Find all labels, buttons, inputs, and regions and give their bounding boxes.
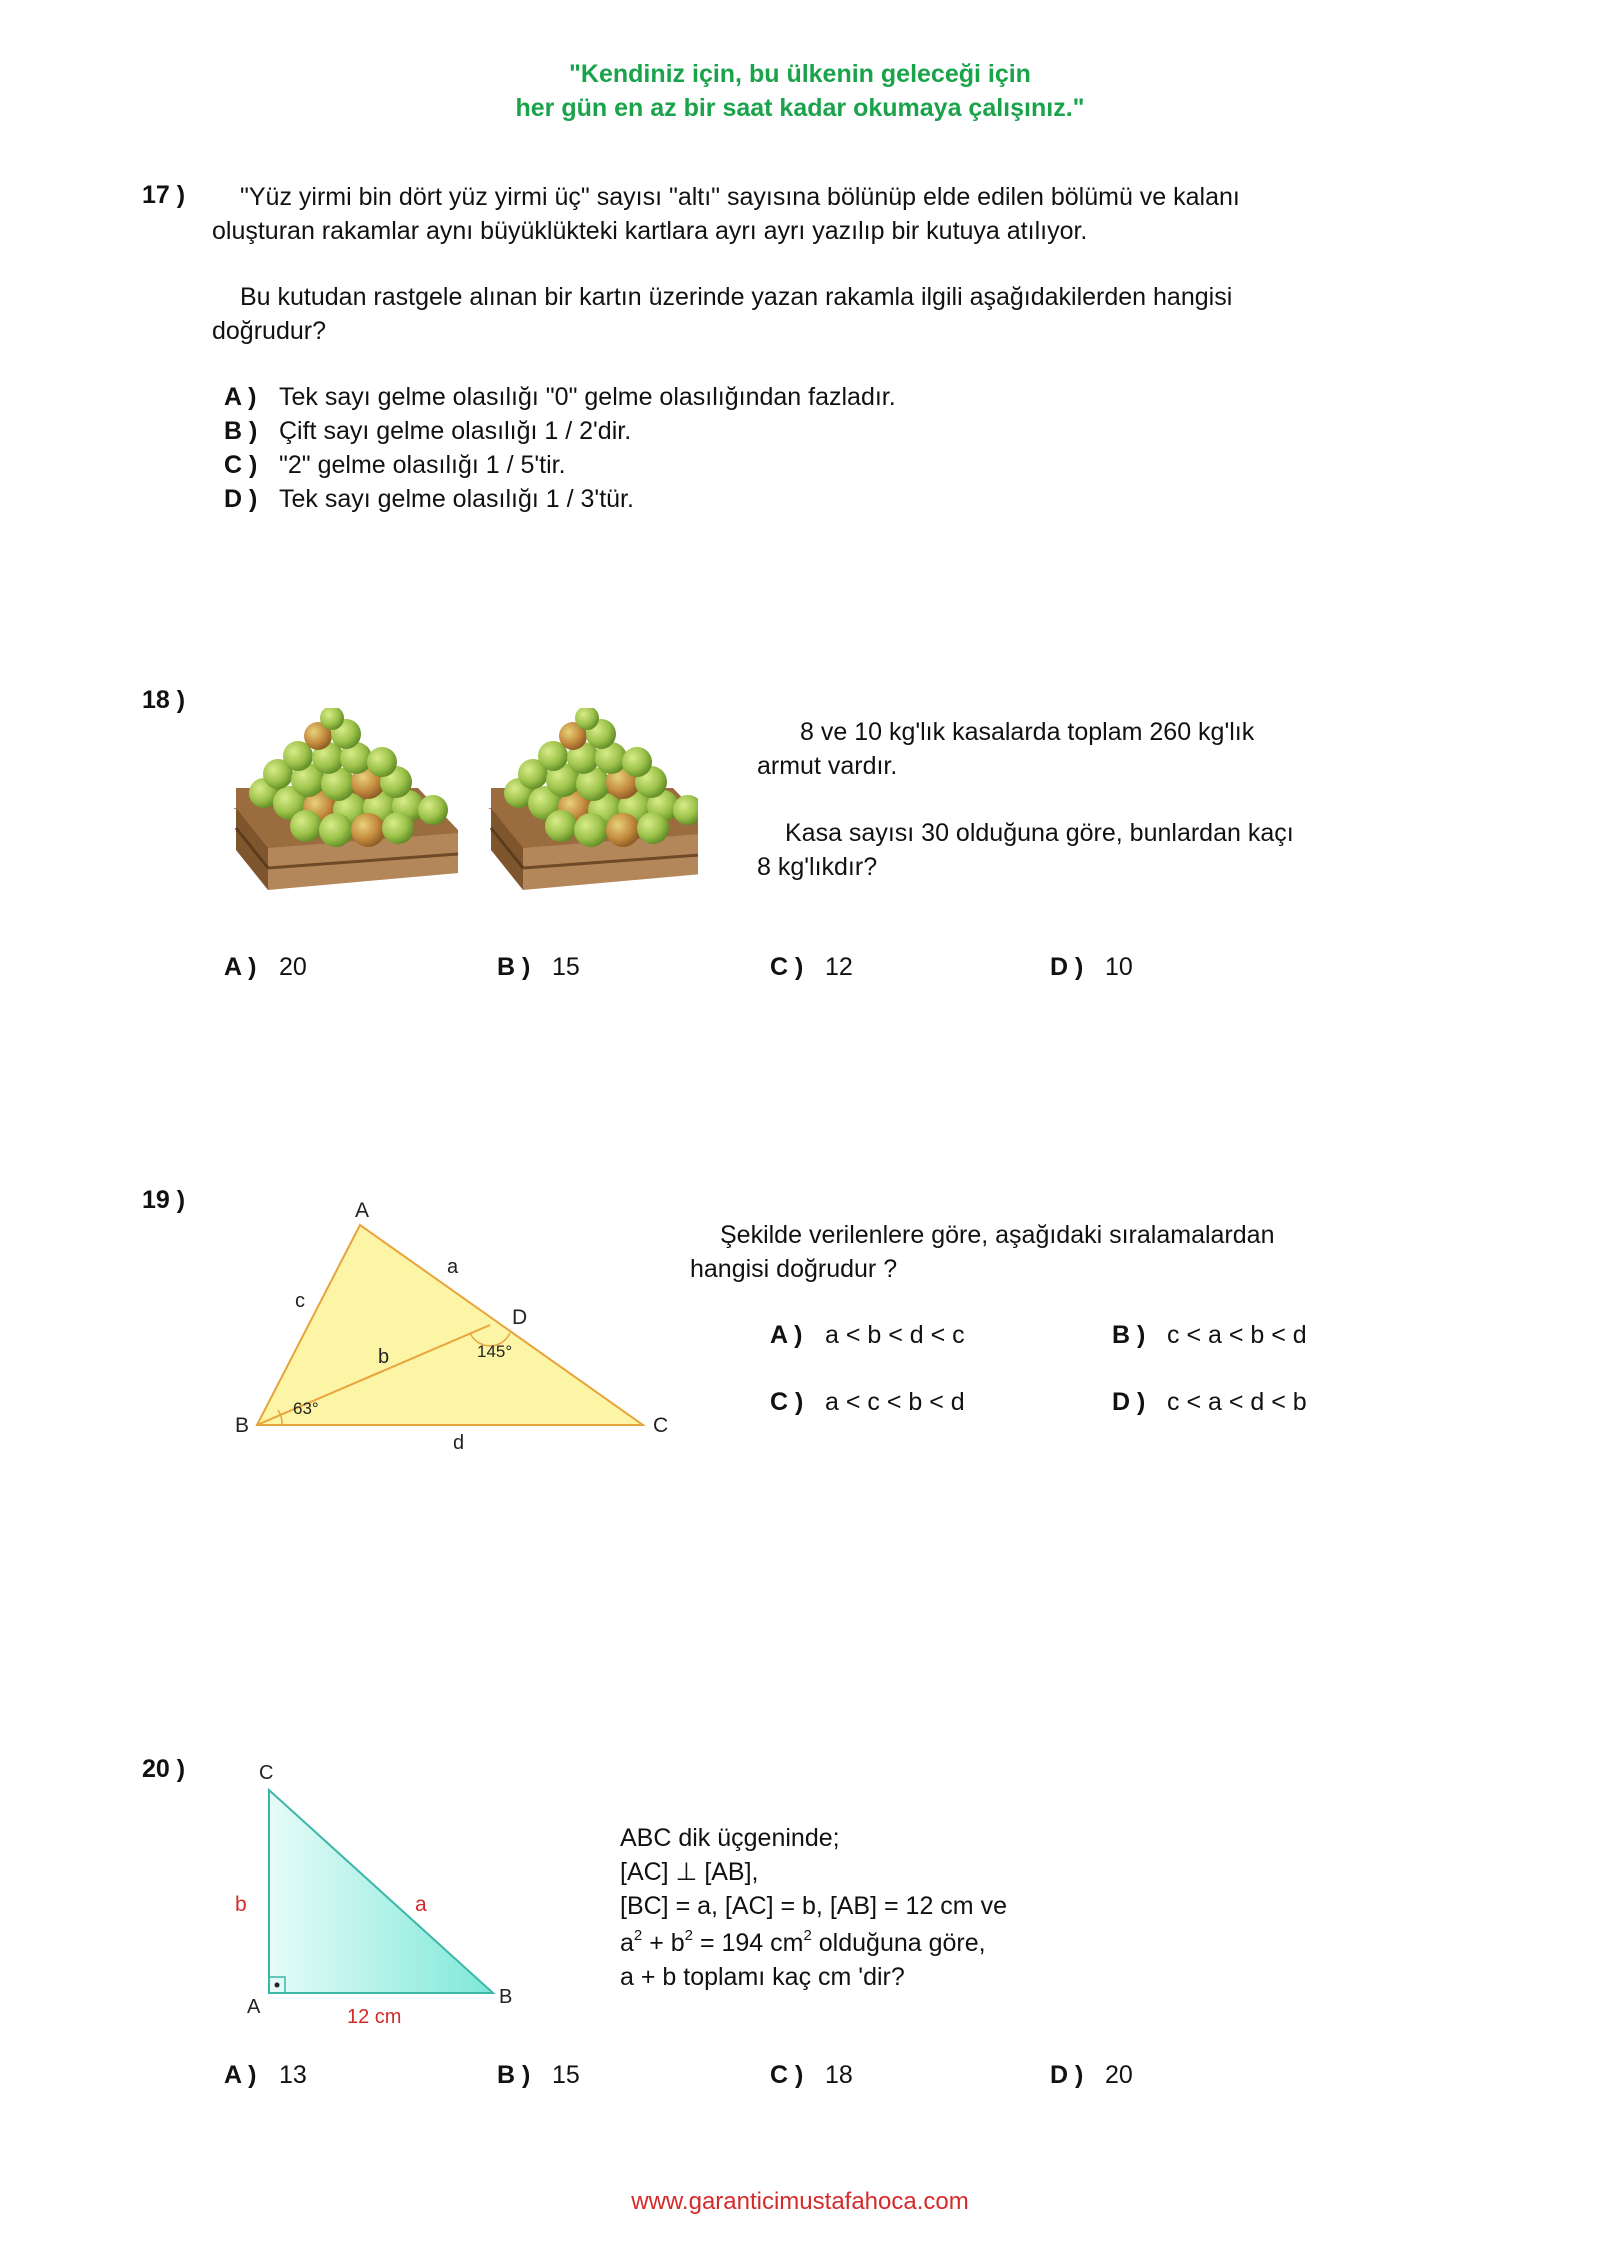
q18-text-line-2: armut vardır. [757, 752, 898, 780]
option-text: 18 [825, 2061, 853, 2089]
option-letter: C ) [770, 1388, 804, 1416]
q17-text-line-1: "Yüz yirmi bin dört yüz yirmi üç" sayısı "altı" sayısına bölünüp elde edilen bölümü ve kalanı [240, 183, 1240, 211]
q19-option-d[interactable] [1112, 1385, 1307, 1419]
side-ab-label: 12 cm [347, 2006, 402, 2028]
eq-part: = 194 cm [693, 1929, 804, 1957]
exponent: 2 [633, 1927, 643, 1944]
footer-link[interactable]: www.garanticimustafahoca.com [631, 2188, 969, 2215]
q20-text-line-4 [620, 1926, 986, 1960]
triangle-figure-q19 [225, 1195, 685, 1455]
q20-text-line-3: [BC] = a, [AC] = b, [AB] = 12 cm ve [620, 1892, 1007, 1920]
q20-option-a[interactable] [224, 2058, 307, 2092]
angle-d-label: 145° [477, 1342, 513, 1361]
option-text: a < c < b < d [825, 1388, 965, 1416]
option-text: c < a < d < b [1167, 1388, 1307, 1416]
q17-option-c[interactable] [224, 448, 566, 482]
side-a-label: a [447, 1256, 459, 1278]
side-b-label: b [235, 1893, 247, 1916]
option-letter: D ) [1050, 953, 1084, 981]
q18-text-line-4: 8 kg'lıkdır? [757, 853, 878, 881]
option-letter: C ) [770, 953, 804, 981]
question-18-number: 18 ) [142, 686, 186, 714]
q17-text-line-4: doğrudur? [212, 317, 326, 345]
option-letter: D ) [1050, 2061, 1084, 2089]
q17-option-d[interactable] [224, 482, 634, 516]
option-text: 20 [279, 953, 307, 981]
eq-part: + b [642, 1929, 685, 1957]
motto-line-1: "Kendiniz için, bu ülkenin geleceği için [569, 60, 1031, 88]
option-letter: C ) [224, 451, 258, 479]
triangle-abc [257, 1225, 643, 1425]
option-letter: D ) [1112, 1388, 1146, 1416]
motto-line-2: her gün en az bir saat kadar okumaya çalışınız." [515, 94, 1085, 122]
vertex-b-label: B [235, 1414, 250, 1437]
q20-text-line-1: ABC dik üçgeninde; [620, 1824, 840, 1852]
vertex-c-label: C [259, 1762, 274, 1784]
q18-text-line-3: Kasa sayısı 30 olduğuna göre, bunlardan kaçı [785, 819, 1294, 847]
option-text: 10 [1105, 953, 1133, 981]
eq-part: a [620, 1929, 634, 1957]
q20-text-line-2 [620, 1855, 759, 1889]
q19-option-b[interactable] [1112, 1318, 1307, 1352]
segment-ac: [AC] [620, 1858, 669, 1886]
option-letter: B ) [497, 953, 531, 981]
side-a-label: a [415, 1893, 427, 1916]
option-text: Tek sayı gelme olasılığı 1 / 3'tür. [279, 485, 634, 513]
exponent: 2 [684, 1927, 693, 1944]
triangle-abc [269, 1790, 493, 1993]
vertex-b-label: B [499, 1986, 513, 2008]
perpendicular-icon: ⊥ [675, 1858, 698, 1886]
vertex-a-label: A [355, 1199, 370, 1222]
option-text: 15 [552, 953, 580, 981]
vertex-a-label: A [247, 1996, 261, 2018]
q20-option-b[interactable] [497, 2058, 580, 2092]
option-text: 20 [1105, 2061, 1133, 2089]
q18-option-c[interactable] [770, 950, 853, 984]
option-letter: A ) [224, 2061, 257, 2089]
option-letter: A ) [224, 953, 257, 981]
option-letter: D ) [224, 485, 258, 513]
option-letter: B ) [224, 417, 258, 445]
q19-option-a[interactable] [770, 1318, 965, 1352]
exponent: 2 [803, 1927, 812, 1944]
side-b-label: b [378, 1346, 390, 1368]
option-letter: A ) [770, 1321, 803, 1349]
option-text: "2" gelme olasılığı 1 / 5'tir. [279, 451, 566, 479]
option-letter: B ) [497, 2061, 531, 2089]
q18-option-d[interactable] [1050, 950, 1133, 984]
q20-option-d[interactable] [1050, 2058, 1133, 2092]
q17-text-line-3: Bu kutudan rastgele alınan bir kartın üzerinde yazan rakamla ilgili aşağıdakilerden hangisi [240, 283, 1233, 311]
option-text: Çift sayı gelme olasılığı 1 / 2'dir. [279, 417, 632, 445]
q18-option-a[interactable] [224, 950, 307, 984]
q20-text-line-5: a + b toplamı kaç cm 'dir? [620, 1963, 905, 1991]
q18-option-b[interactable] [497, 950, 580, 984]
q17-option-b[interactable] [224, 414, 631, 448]
option-letter: C ) [770, 2061, 804, 2089]
q18-text-line-1: 8 ve 10 kg'lık kasalarda toplam 260 kg'lık [800, 718, 1255, 746]
eq-part: olduğuna göre, [811, 1929, 986, 1957]
q19-text-line-2: hangisi doğrudur ? [690, 1255, 898, 1283]
segment-ab: [AB], [704, 1858, 759, 1886]
option-text: 13 [279, 2061, 307, 2089]
option-text: 15 [552, 2061, 580, 2089]
angle-b-label: 63° [293, 1399, 319, 1418]
vertex-c-label: C [653, 1414, 669, 1437]
pear-crate-image [228, 708, 698, 898]
option-letter: B ) [1112, 1321, 1146, 1349]
side-c-label: c [295, 1290, 305, 1312]
q17-option-a[interactable] [224, 380, 896, 414]
option-text: 12 [825, 953, 853, 981]
option-text: Tek sayı gelme olasılığı "0" gelme olasılığından fazladır. [279, 383, 896, 411]
vertex-d-label: D [512, 1306, 528, 1329]
right-angle-dot [275, 1983, 280, 1988]
question-19-number: 19 ) [142, 1186, 186, 1214]
q20-option-c[interactable] [770, 2058, 853, 2092]
q19-option-c[interactable] [770, 1385, 965, 1419]
option-letter: A ) [224, 383, 257, 411]
question-20-number: 20 ) [142, 1755, 186, 1783]
option-text: c < a < b < d [1167, 1321, 1307, 1349]
q19-text-line-1: Şekilde verilenlere göre, aşağıdaki sıralamalardan [720, 1221, 1275, 1249]
question-17-number: 17 ) [142, 181, 186, 209]
q17-text-line-2: oluşturan rakamlar aynı büyüklükteki kartlara ayrı ayrı yazılıp bir kutuya atılıyor. [212, 217, 1088, 245]
option-text: a < b < d < c [825, 1321, 965, 1349]
right-triangle-figure-q20 [225, 1755, 545, 2035]
side-d-label: d [453, 1432, 465, 1454]
